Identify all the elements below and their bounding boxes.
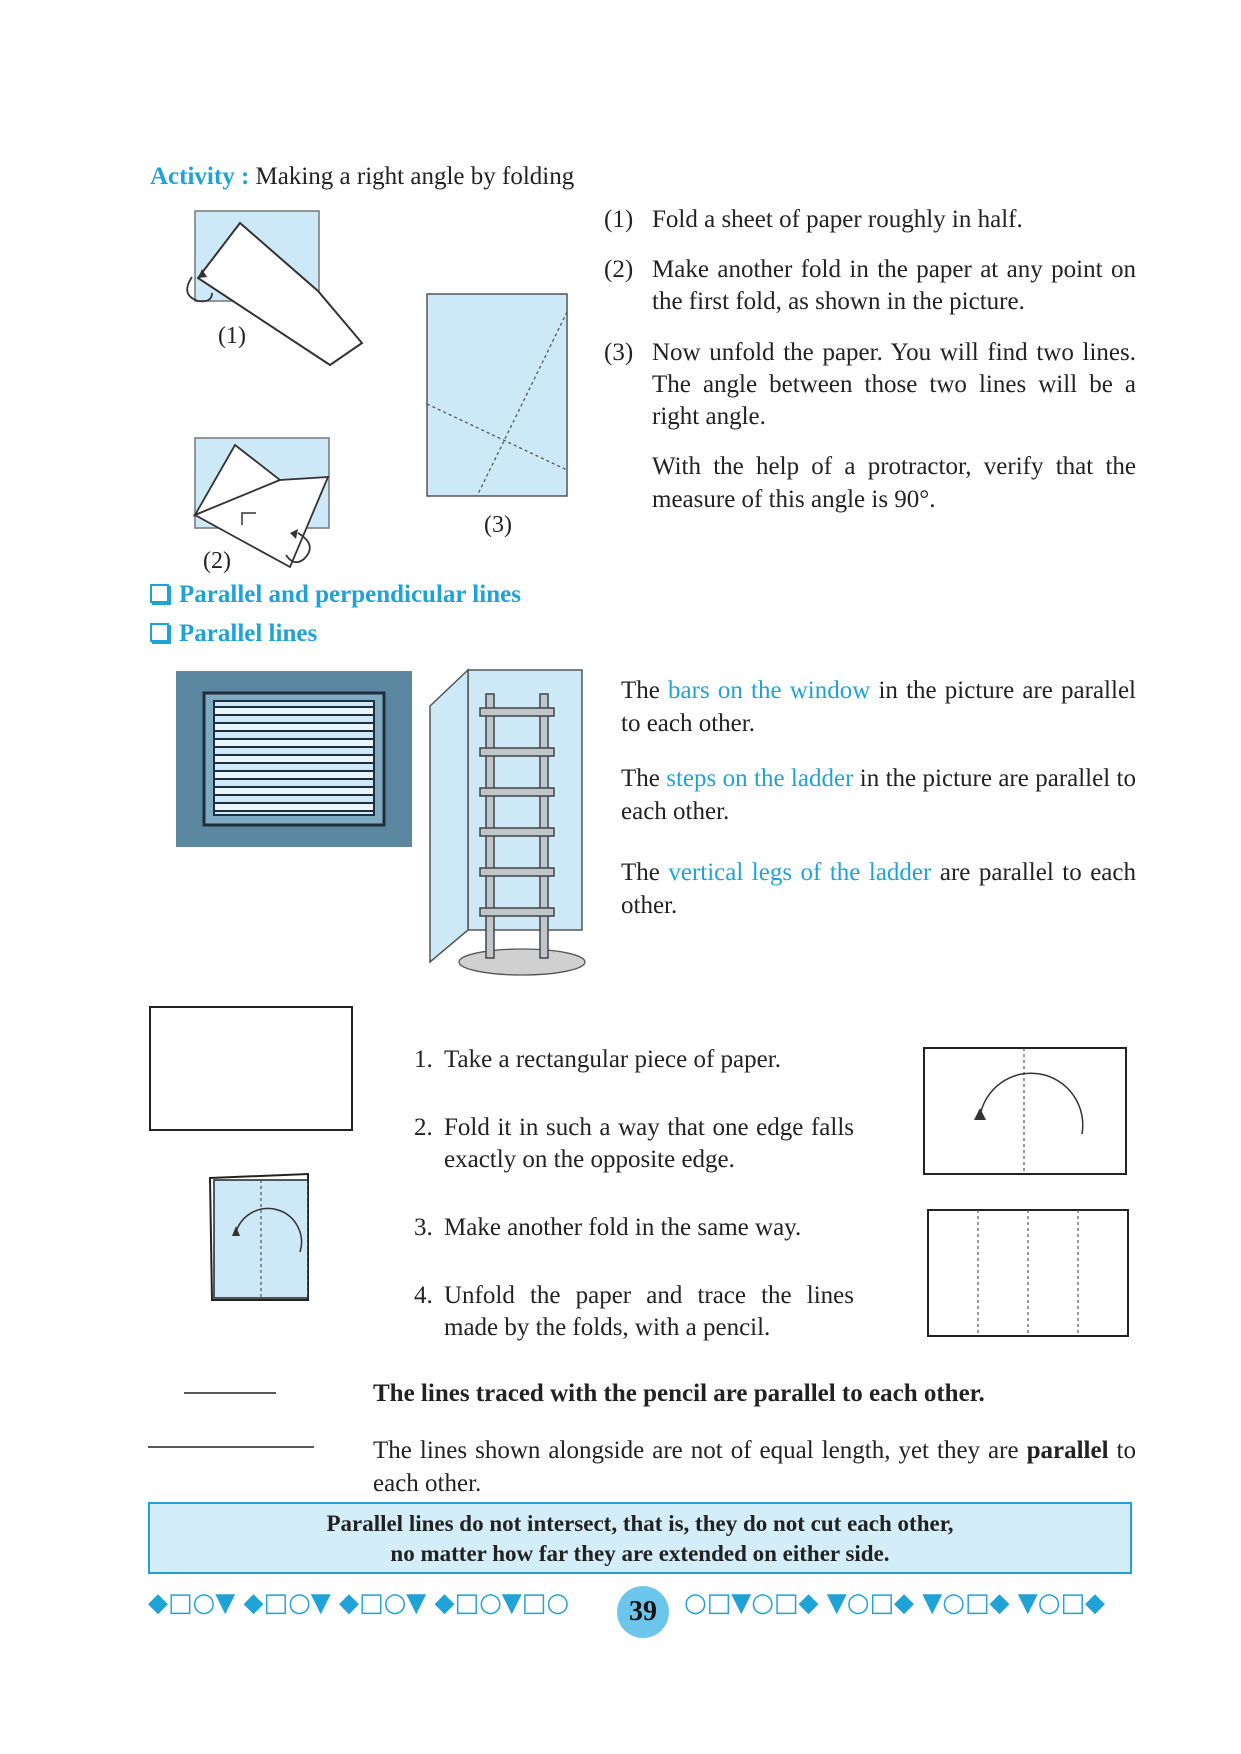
heading-parallel-lines: Parallel lines bbox=[150, 620, 317, 648]
rectangle-paper-figure bbox=[148, 1005, 354, 1132]
heading-parallel-perpendicular: Parallel and perpendicular lines bbox=[150, 581, 521, 609]
ladder-illustration bbox=[428, 668, 586, 980]
checkbox-icon bbox=[150, 584, 169, 603]
activity-label: Activity : bbox=[150, 163, 250, 190]
activity-step-2: (2) Make another fold in the paper at any point on the first fold, as shown in the picture. bbox=[604, 256, 1136, 315]
fold-step-1: 1. Take a rectangular piece of paper. bbox=[414, 1046, 781, 1073]
conclusion-text: The lines traced with the pencil are parallel to each other. bbox=[373, 1380, 985, 1407]
folded-paper-figure bbox=[208, 1172, 314, 1304]
activity-step-3: (3) Now unfold the paper. You will find two lines. The angle between those two lines will be a right angle. bbox=[604, 339, 1136, 430]
unfolded-paper-figure bbox=[425, 292, 570, 500]
example-ladder-legs: The vertical legs of the ladder are parallel to each other. bbox=[621, 859, 1136, 919]
checkbox-icon bbox=[150, 623, 169, 642]
fold-step-3: 3. Make another fold in the same way. bbox=[414, 1214, 802, 1241]
activity-title bbox=[150, 160, 574, 193]
note-line-2: no matter how far they are extended on either side. bbox=[390, 1541, 890, 1566]
fold-figure-1 bbox=[170, 205, 370, 370]
footer-right-decoration: ○□▼○□◆ ▼○□◆ ▼○□◆ ▼○□◆ bbox=[684, 1588, 1106, 1618]
window-illustration bbox=[176, 671, 412, 847]
activity-step-1: (1) Fold a sheet of paper roughly in half. bbox=[604, 206, 1023, 233]
page-number: 39 bbox=[617, 1586, 669, 1638]
fold-diagram-quarters bbox=[926, 1208, 1130, 1338]
fig2-caption: (2) bbox=[203, 548, 231, 574]
fold-step-4: 4. Unfold the paper and trace the lines made by the folds, with a pencil. bbox=[414, 1282, 854, 1341]
fold-step-2: 2. Fold it in such a way that one edge falls exactly on the opposite edge. bbox=[414, 1114, 854, 1173]
example-ladder-steps: The steps on the ladder in the picture are parallel to each other. bbox=[621, 765, 1136, 825]
footer-left-decoration: ◆□○▼ ◆□○▼ ◆□○▼ ◆□○▼□○ bbox=[148, 1588, 570, 1618]
fig1-caption: (1) bbox=[218, 323, 246, 349]
verify-text: With the help of a protractor, verify that the measure of this angle is 90°. bbox=[652, 453, 1136, 513]
activity-title-text: Making a right angle by folding bbox=[255, 163, 575, 190]
parallel-lines-figure bbox=[146, 1390, 316, 1452]
fold-diagram-half bbox=[922, 1046, 1128, 1176]
definition-note-box bbox=[148, 1502, 1132, 1574]
unequal-lines-text: The lines shown alongside are not of equal length, yet they are parallel to each other. bbox=[373, 1437, 1136, 1497]
example-window-bars: The bars on the window in the picture are parallel to each other. bbox=[621, 677, 1136, 737]
note-line-1: Parallel lines do not intersect, that is, they do not cut each other, bbox=[326, 1511, 954, 1536]
fig3-caption: (3) bbox=[484, 512, 512, 538]
